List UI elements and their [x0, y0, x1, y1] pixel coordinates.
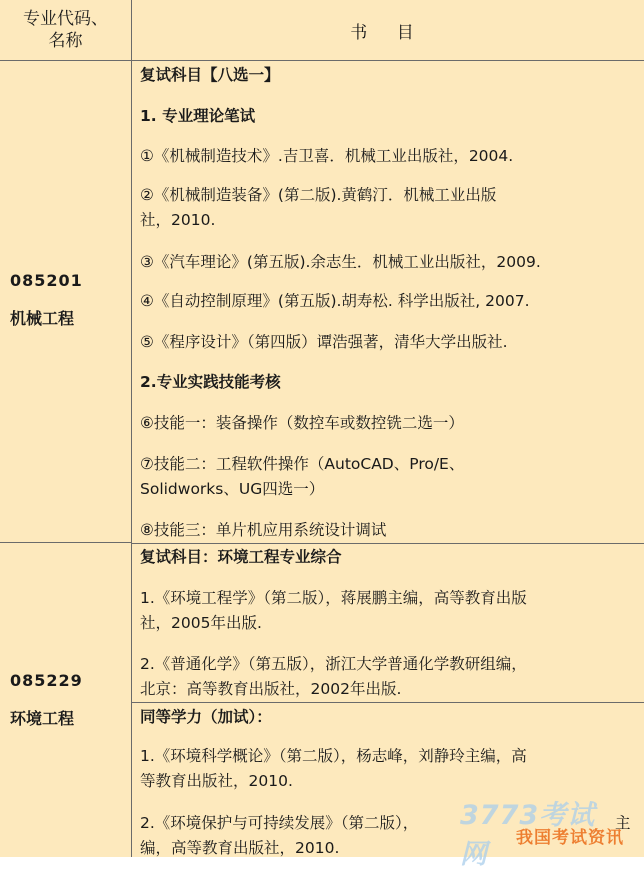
- skill-item: ⑥技能一：装备操作（数控车或数控铣二选一）: [140, 414, 464, 432]
- book-item-continued: 等教育出版社，2010.: [140, 772, 293, 790]
- program-name: 环境工程: [10, 709, 75, 728]
- book-item: ②《机械制造装备》(第二版).黄鹤汀．机械工业出版: [140, 186, 497, 204]
- book-item: ①《机械制造技术》.吉卫喜．机械工业出版社，2004.: [140, 147, 514, 165]
- book-item: ⑤《程序设计》（第四版）谭浩强著，清华大学出版社.: [140, 333, 508, 351]
- watermark-text-top: 3773考试网: [460, 800, 596, 870]
- skill-item: ⑦技能二：工程软件操作（AutoCAD、Pro/E、: [140, 455, 465, 473]
- row-divider-left: [0, 542, 131, 543]
- book-item-tail: 主: [615, 814, 631, 832]
- book-item: 2.《环境保护与可持续发展》（第二版），: [140, 814, 419, 832]
- skill-item: ⑧技能三：单片机应用系统设计调试: [140, 521, 387, 539]
- header-col1-line1: 专业代码、: [23, 9, 108, 29]
- section-heading: 2.专业实践技能考核: [140, 373, 281, 391]
- program-cell-mechanical: [10, 270, 83, 330]
- book-item-continued: 社，2010.: [140, 211, 216, 229]
- header-book-list: 书 目: [350, 22, 426, 43]
- program-cell-environmental: [10, 670, 83, 730]
- watermark-logo: [460, 793, 630, 870]
- book-item: 1.《环境科学概论》（第二版），杨志峰，刘静玲主编，高: [140, 747, 527, 765]
- exam-subject-title: 复试科目：环境工程专业综合: [140, 548, 342, 566]
- book-item-continued: 北京：高等教育出版社，2002年出版.: [140, 680, 402, 698]
- section-heading: 1. 专业理论笔试: [140, 107, 256, 125]
- book-item-continued: 编，高等教育出版社，2010.: [140, 839, 340, 857]
- equivalent-exam-heading: 同等学力（加试）：: [140, 708, 272, 726]
- watermark-text-bottom: 我国考试资讯: [516, 828, 624, 848]
- header-major-code-name: [0, 0, 131, 60]
- row-divider-right: [132, 543, 644, 544]
- book-item: ④《自动控制原理》(第五版).胡寿松. 科学出版社, 2007.: [140, 292, 530, 310]
- book-item-continued: 社，2005年出版.: [140, 614, 262, 632]
- exam-subject-title: 复试科目【八选一】: [140, 66, 280, 84]
- header-col1-line2: 名称: [48, 31, 83, 51]
- program-code: 085229: [10, 671, 83, 690]
- program-name: 机械工程: [10, 309, 75, 328]
- header-divider: [0, 60, 644, 61]
- book-item: ③《汽车理论》(第五版).余志生．机械工业出版社，2009.: [140, 253, 541, 271]
- book-item: 1.《环境工程学》（第二版），蒋展鹏主编，高等教育出版: [140, 589, 527, 607]
- column-divider: [131, 0, 132, 857]
- book-item: 2.《普通化学》（第五版），浙江大学普通化学教研组编，: [140, 655, 527, 673]
- program-code: 085201: [10, 271, 83, 290]
- section-divider: [132, 702, 644, 703]
- skill-item-continued: Solidworks、UG四选一）: [140, 480, 325, 498]
